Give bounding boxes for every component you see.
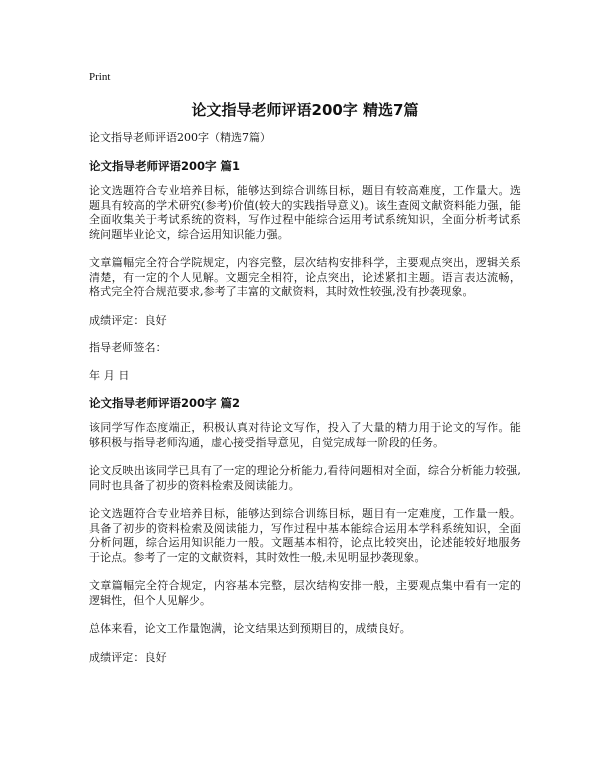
section-1-signature: 指导老师签名： [89,341,167,354]
section-1-heading: 论文指导老师评语200字 篇1 [89,159,241,173]
document-title: 论文指导老师评语200字 精选7篇 [191,101,419,119]
section-2-paragraph-1: 该同学写作态度端正，积极认真对待论文写作，投入了大量的精力用于论文的写作。能够积极与指导老师沟通，虚心接受指导意见，自觉完成每一阶段的任务。 [89,421,521,449]
section-2-paragraph-4: 文章篇幅完全符合规定，内容基本完整，层次结构安排一般，主要观点集中看有一定的逻辑性，但个人见解少。 [89,579,521,607]
section-2-grade: 成绩评定：良好 [89,650,167,664]
section-2-paragraph-5: 总体来看，论文工作量饱满，论文结果达到预期目的，成绩良好。 [89,622,411,635]
document-page [89,70,521,678]
section-2-heading: 论文指导老师评语200字 篇2 [89,396,241,410]
section-2-paragraph-2: 论文反映出该同学已具有了一定的理论分析能力,看待问题相对全面，综合分析能力较强,同时也具备了初步的资料检索及阅读能力。 [89,464,521,492]
section-1-grade: 成绩评定：良好 [89,313,167,327]
section-1-paragraph-2: 文章篇幅完全符合学院规定，内容完整，层次结构安排科学，主要观点突出，逻辑关系清楚，有一定的个人见解。文题完全相符，论点突出，论述紧扣主题。语言表达流畅，格式完全符合规范要求,参考了丰富的文献资料，其时效性较强,没有抄袭现象。 [89,256,521,298]
section-1-date: 年 月 日 [89,368,130,382]
section-1-paragraph-1: 论文选题符合专业培养目标，能够达到综合训练目标，题目有较高难度，工作量大。选题具有较高的学术研究(参考)价值(较大的实践指导意义)。该生查阅文献资料能力强，能全面收集关于考试系统的资料，写作过程中能综合运用考试系统知识，全面分析考试系统问题毕业论文，综合运用知识能力强。 [89,184,521,241]
document-subtitle: 论文指导老师评语200字（精选7篇） [89,131,271,144]
print-label[interactable]: Print [89,71,111,83]
section-2-paragraph-3: 论文选题符合专业培养目标，能够达到综合训练目标，题目有一定难度，工作量一般。具备了初步的资料检索及阅读能力，写作过程中基本能综合运用本学科系统知识，全面分析问题，综合运用知识能力一般。文题基本相符，论点比较突出，论述能较好地服务于论点。参考了一定的文献资料，其时效性一般,未见明显抄袭现象。 [89,507,521,564]
